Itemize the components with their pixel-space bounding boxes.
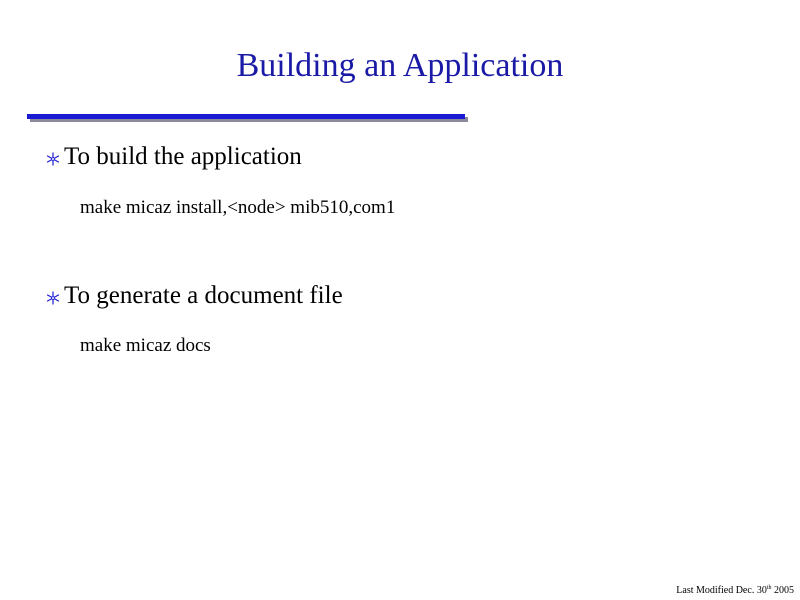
bullet-text: To generate a document file [64, 282, 343, 309]
command-text: make micaz docs [80, 335, 211, 356]
bullet-item-docs [46, 280, 343, 312]
footer-superscript: th [766, 585, 772, 591]
last-modified-footer [676, 582, 794, 597]
command-text: make micaz install,<node> mib510,com1 [80, 197, 396, 218]
bullet-item-build [46, 141, 302, 173]
footer-prefix: Last Modified Dec. 30 [676, 585, 767, 596]
bullet-text: To build the application [64, 143, 302, 170]
slide-title: Building an Application [236, 47, 564, 84]
footer-suffix: 2005 [771, 585, 794, 596]
star-bullet-icon [46, 152, 60, 166]
star-bullet-icon [46, 291, 60, 305]
title-underline-rule [27, 114, 465, 119]
